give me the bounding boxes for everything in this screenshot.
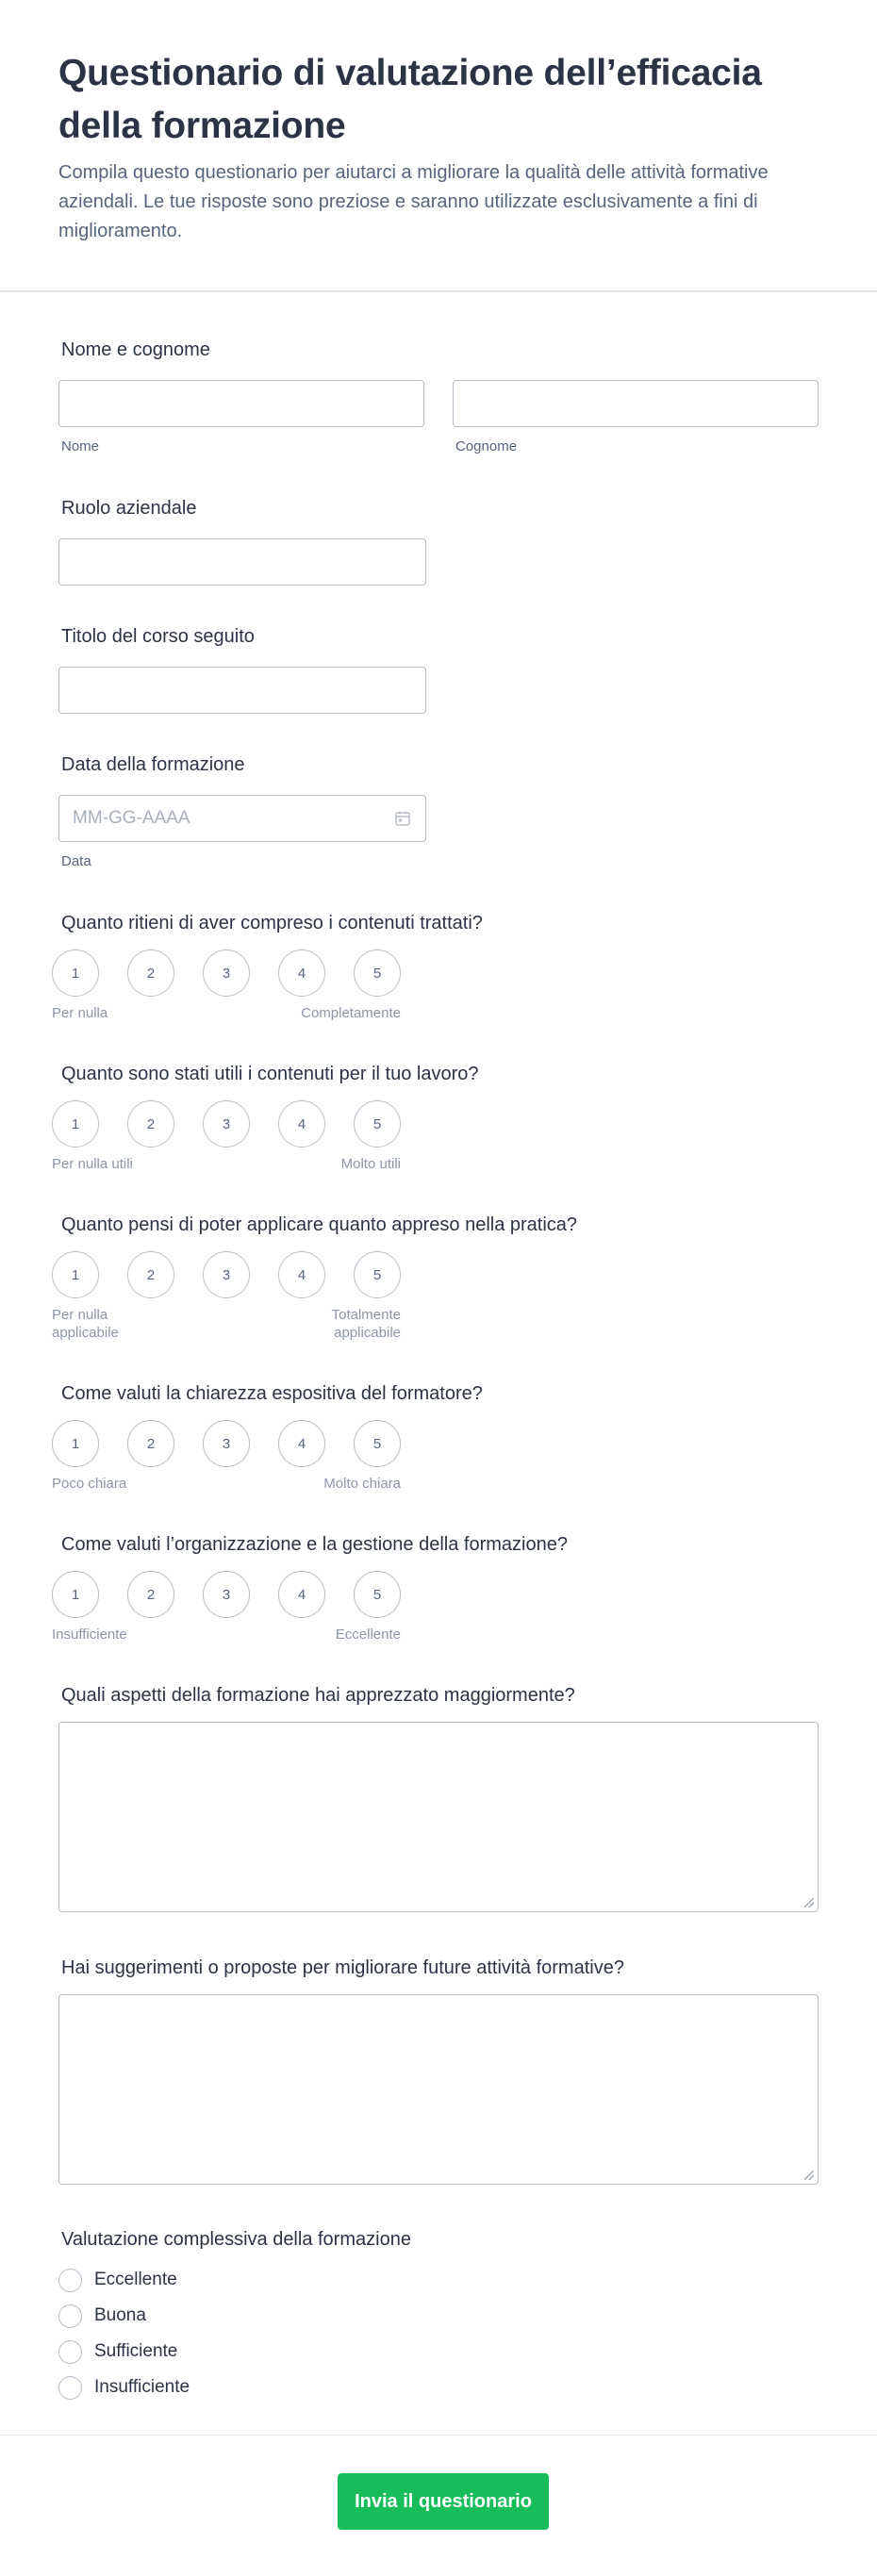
scale-question: Quanto pensi di poter applicare quanto appreso nella pratica? [61,1214,578,1235]
radio-option[interactable] [58,2370,819,2405]
submit-button[interactable]: Invia il questionario [338,2473,549,2530]
first-name-input[interactable] [58,380,424,427]
role-field [58,498,819,586]
radio-option[interactable] [58,2262,819,2298]
date-placeholder: MM-GG-AAAA [73,808,190,828]
form-footer [0,2435,877,2576]
rating-option-3[interactable]: 3 [203,1251,250,1298]
overall-field [58,2229,819,2405]
radio-label: Buona [94,2305,146,2325]
form-title: Questionario di valutazione dell’efficacia della formazione [58,53,762,146]
rating-option-1[interactable]: 1 [52,1100,99,1148]
rating-option-4[interactable]: 4 [278,1420,325,1467]
scale-question: Quanto ritieni di aver compreso i contenuti trattati? [61,913,483,933]
date-field [58,754,819,869]
rating-option-3[interactable]: 3 [203,1571,250,1618]
rating-option-1[interactable]: 1 [52,949,99,997]
suggestions-textarea[interactable] [58,1994,819,2185]
scale-question: Quanto sono stati utili i contenuti per il tuo lavoro? [61,1064,479,1084]
last-name-input[interactable] [453,380,819,427]
rating-option-2[interactable]: 2 [127,1251,174,1298]
role-label: Ruolo aziendale [61,498,197,519]
scale-understanding [52,913,819,1042]
rating-option-1[interactable]: 1 [52,1420,99,1467]
role-input[interactable] [58,538,426,586]
scale-organization [52,1534,819,1663]
radio-button[interactable] [58,2304,82,2328]
radio-label: Insufficiente [94,2377,190,2397]
rating-option-4[interactable]: 4 [278,949,325,997]
name-field [58,339,819,454]
last-name-sublabel: Cognome [455,438,518,454]
scale-low-label: Per nulla utili [52,1156,133,1172]
radio-button[interactable] [58,2376,82,2400]
radio-label: Eccellente [94,2270,177,2289]
rating-option-2[interactable]: 2 [127,1100,174,1148]
scale-high-label: Eccellente [335,1627,401,1643]
radio-label: Sufficiente [94,2341,178,2361]
rating-option-3[interactable]: 3 [203,1420,250,1467]
course-label: Titolo del corso seguito [61,626,255,647]
scale-high-label: Molto utili [340,1156,401,1172]
appreciated-textarea[interactable] [58,1722,819,1912]
scale-low-label: Poco chiara [52,1476,127,1492]
scale-clarity [52,1383,819,1512]
rating-option-5[interactable]: 5 [354,1100,401,1148]
rating-option-4[interactable]: 4 [278,1571,325,1618]
suggestions-label: Hai suggerimenti o proposte per migliorare future attività formative? [61,1957,624,1978]
scale-low-label: Per nulla [52,1005,108,1021]
radio-option[interactable] [58,2334,819,2370]
rating-option-4[interactable]: 4 [278,1100,325,1148]
resize-handle-icon[interactable] [804,2171,814,2180]
rating-option-5[interactable]: 5 [354,1251,401,1298]
radio-option[interactable] [58,2298,819,2334]
course-field [58,626,819,714]
rating-option-5[interactable]: 5 [354,1571,401,1618]
rating-option-3[interactable]: 3 [203,949,250,997]
resize-handle-icon[interactable] [804,1898,814,1907]
appreciated-label: Quali aspetti della formazione hai apprezzato maggiormente? [61,1685,575,1706]
rating-option-2[interactable]: 2 [127,1571,174,1618]
scale-question: Come valuti la chiarezza espositiva del formatore? [61,1383,483,1404]
rating-option-1[interactable]: 1 [52,1251,99,1298]
rating-option-3[interactable]: 3 [203,1100,250,1148]
scale-low-label: Per nulla applicabile [52,1307,119,1341]
date-sublabel: Data [61,853,91,869]
scale-high-label: Totalmente applicabile [331,1307,401,1341]
rating-option-2[interactable]: 2 [127,1420,174,1467]
date-input[interactable] [58,795,426,842]
suggestions-field [58,1957,819,2185]
scale-question: Come valuti l’organizzazione e la gestione della formazione? [61,1534,568,1555]
form-header [0,0,877,292]
rating-option-5[interactable]: 5 [354,1420,401,1467]
scale-applicability [52,1214,819,1344]
rating-option-1[interactable]: 1 [52,1571,99,1618]
scale-low-label: Insufficiente [52,1627,127,1643]
calendar-icon[interactable] [393,809,412,828]
appreciated-field [58,1685,819,1912]
radio-button[interactable] [58,2340,82,2364]
rating-option-5[interactable]: 5 [354,949,401,997]
name-label: Nome e cognome [61,339,210,360]
radio-button[interactable] [58,2269,82,2292]
date-label: Data della formazione [61,754,245,775]
form-description: Compila questo questionario per aiutarci a migliorare la qualità delle attività formative aziendali. Le tue risposte sono preziose e saranno utilizzate esclusivamente a fini di miglioramento. [58,162,769,241]
scale-high-label: Completamente [301,1005,401,1021]
scale-high-label: Molto chiara [323,1476,401,1492]
overall-label: Valutazione complessiva della formazione [61,2229,411,2250]
rating-option-4[interactable]: 4 [278,1251,325,1298]
rating-option-2[interactable]: 2 [127,949,174,997]
scale-usefulness [52,1064,819,1193]
course-input[interactable] [58,667,426,714]
first-name-sublabel: Nome [61,438,100,454]
